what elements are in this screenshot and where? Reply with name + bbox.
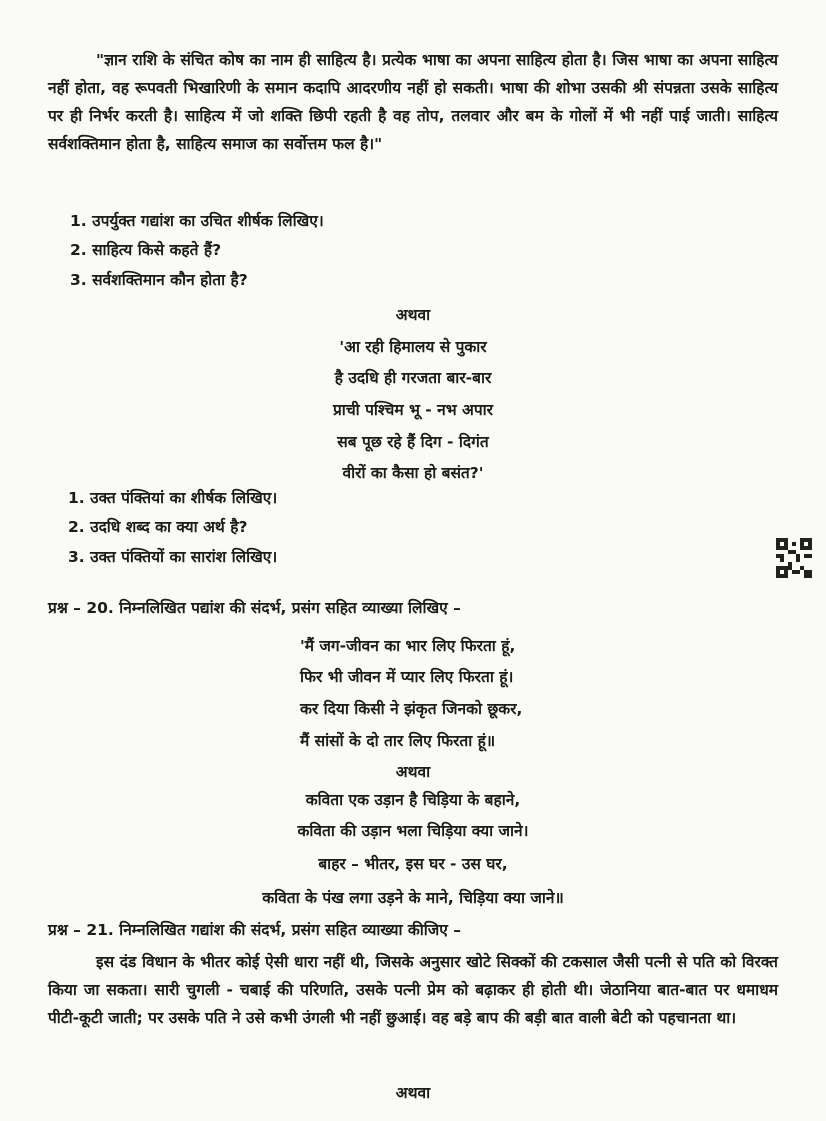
qr-code-icon — [776, 538, 812, 578]
poem-question-3: 3. उक्त पंक्तियों का सारांश लिखिए। — [68, 548, 278, 566]
question-20-heading: प्रश्न – 20. निम्नलिखित पद्यांश की संदर्भ, प्रसंग सहित व्याख्या लिखिए – — [48, 599, 461, 617]
poem-1-line-4: सब पूछ रहे हैं दिग - दिगंत — [337, 433, 489, 451]
poem-question-2: 2. उदधि शब्द का क्या अर्थ है? — [68, 518, 248, 536]
q20-poem-line-1: 'मैं जग-जीवन का भार लिए फिरता हूं, — [300, 637, 516, 655]
q20-poem-line-4: मैं सांसों के दो तार लिए फिरता हूं॥ — [300, 732, 496, 750]
question-1-2: 2. साहित्य किसे कहते हैं? — [70, 241, 222, 259]
question-21-heading: प्रश्न – 21. निम्नलिखित गद्यांश की संदर्भ, प्रसंग सहित व्याख्या कीजिए – — [48, 921, 462, 939]
question-1-3: 3. सर्वशक्तिमान कौन होता है? — [70, 271, 248, 289]
poem-question-1: 1. उक्त पंक्तियां का शीर्षक लिखिए। — [68, 489, 278, 507]
q20-poem-line-3: कर दिया किसी ने झंकृत जिनको छूकर, — [300, 700, 523, 718]
passage-q21: इस दंड विधान के भीतर कोई ऐसी धारा नहीं थी, जिसके अनुसार खोटे सिक्कों की टकसाल जैसी पत्नी से पति को विरक्त किया जा सकता। सारी चुगली - चबाई की परिणति, उसके पत्नी प्रेम को बढ़ाकर ही होती थी। जेठानिया बात-बात पर धमाधम पीटी-कूटी जाती; पर उसके पति ने उसे कभी उंगली भी नहीं छुआई। वह बड़े बाप की बड़ी बात वाली बेटी को पहचानता था। — [48, 953, 778, 1027]
q20-poem-line-2: फिर भी जीवन में प्यार लिए फिरता हूं। — [300, 668, 514, 686]
or-heading-1: अथवा — [395, 306, 431, 324]
passage-1: "ज्ञान राशि के संचित कोष का नाम ही साहित्य है। प्रत्येक भाषा का अपना साहित्य होता है। जिस भाषा का अपना साहित्य नहीं होता, वह रूपवती भिखारिणी के समान कदापि आदरणीय नहीं हो सकती। भाषा की शोभा उसकी श्री संपन्नता उसके साहित्य पर ही निर्भर करती है। साहित्य में जो शक्ति छिपी रहती है वह तोप, तलवार और बम के गोलों में भी नहीं पाई जाती। साहित्य सर्वशक्तिमान होता है, साहित्य समाज का सर्वोत्तम फल है।" — [48, 51, 778, 153]
question-1-1: 1. उपर्युक्त गद्यांश का उचित शीर्षक लिखिए। — [70, 212, 324, 230]
or-heading-3: अथवा — [395, 1084, 431, 1102]
poem-1-line-5: वीरों का कैसा हो बसंत?' — [342, 464, 484, 482]
poem-1-line-2: है उदधि ही गरजता बार-बार — [334, 369, 492, 387]
q20-poem2-line-4: कविता के पंख लगा उड़ने के माने, चिड़िया क्या जाने॥ — [262, 889, 564, 907]
q20-poem2-line-3: बाहर – भीतर, इस घर - उस घर, — [318, 855, 508, 873]
or-heading-2: अथवा — [395, 763, 431, 781]
poem-1-line-3: प्राची पश्चिम भू - नभ अपार — [332, 401, 494, 419]
q20-poem2-line-1: कविता एक उड़ान है चिड़िया के बहाने, — [305, 791, 521, 809]
q20-poem2-line-2: कविता की उड़ान भला चिड़िया क्या जाने। — [297, 822, 529, 840]
poem-1-line-1: 'आ रही हिमालय से पुकार — [339, 338, 487, 356]
